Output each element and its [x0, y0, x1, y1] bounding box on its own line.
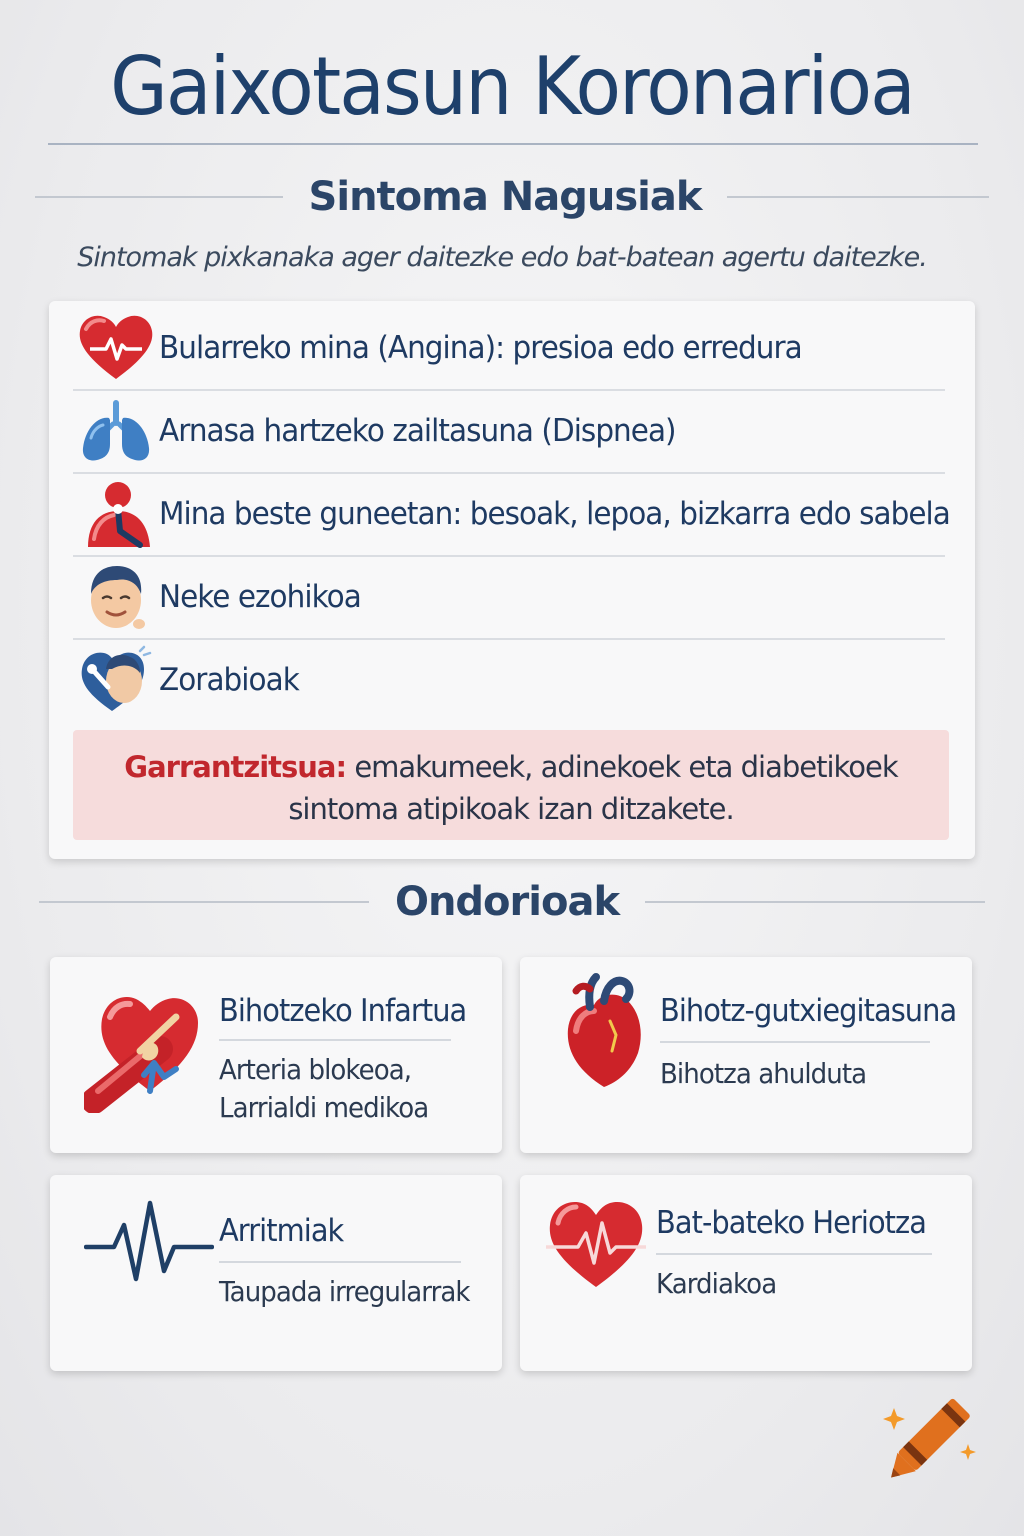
- ecg-wave-icon: [84, 1195, 214, 1295]
- list-item: [73, 390, 945, 474]
- heading-rule-left: [39, 901, 369, 903]
- effect-title: Arritmiak: [219, 1213, 344, 1249]
- effect-desc-line-1: Arteria blokeoa,: [219, 1053, 412, 1086]
- title-divider: [48, 143, 978, 145]
- effects-heading: Ondorioak: [394, 879, 620, 925]
- blocked-artery-heart-icon: [84, 973, 234, 1123]
- effect-card-arrhythmia: [50, 1175, 502, 1371]
- effect-desc: [660, 1055, 866, 1093]
- crayon-icon: [870, 1380, 990, 1500]
- dizzy-head-icon: [73, 642, 159, 718]
- heading-rule-right: [645, 901, 985, 903]
- heading-rule-left: [35, 196, 283, 198]
- symptoms-heading: Sintoma Nagusiak: [308, 174, 702, 220]
- effect-desc: [219, 1273, 470, 1311]
- list-item: [73, 556, 945, 640]
- effect-card-infarction: [50, 957, 502, 1153]
- effect-card-sudden-death: [520, 1175, 972, 1371]
- symptom-text: Bularreko mina (Angina): presioa edo erredura: [159, 330, 802, 366]
- page-title: Gaixotasun Koronarioa: [110, 40, 914, 133]
- effect-desc-line-1: Kardiakoa: [656, 1267, 777, 1300]
- heading-rule-right: [727, 196, 989, 198]
- symptom-text: Arnasa hartzeko zailtasuna (Dispnea): [159, 413, 676, 449]
- effect-desc: [656, 1265, 776, 1303]
- warning-line-2: sintoma atipikoak izan ditzakete.: [288, 792, 734, 826]
- tired-face-icon: [73, 559, 159, 635]
- symptom-text: Neke ezohikoa: [159, 579, 361, 615]
- symptoms-intro: Sintomak pixkanaka ager daitezke edo bat-batean agertu daitezke.: [77, 242, 927, 273]
- body-pain-icon: [73, 476, 159, 552]
- effect-title: Bihotzeko Infartua: [219, 993, 467, 1029]
- effect-desc-line-1: Bihotza ahulduta: [660, 1057, 867, 1090]
- list-item: [73, 639, 945, 721]
- symptoms-heading-row: [0, 174, 1024, 220]
- symptoms-card: [49, 301, 975, 859]
- effect-divider: [219, 1261, 461, 1263]
- symptom-text: Mina beste guneetan: besoak, lepoa, bizkarra edo sabela: [159, 496, 950, 532]
- effect-title: Bat-bateko Heriotza: [656, 1205, 926, 1241]
- effect-desc-line-1: Taupada irregularrak: [219, 1275, 470, 1308]
- effect-divider: [656, 1253, 932, 1255]
- heart-icon: [73, 310, 159, 386]
- list-item: [73, 473, 950, 557]
- effect-desc-line-2: Larrialdi medikoa: [219, 1091, 429, 1124]
- effect-card-heart-failure: [520, 957, 972, 1153]
- warning-box: [73, 730, 949, 840]
- lungs-icon: [73, 393, 159, 469]
- symptom-text: Zorabioak: [159, 662, 299, 698]
- heart-pulse-icon: [544, 1193, 648, 1293]
- effect-divider: [660, 1041, 930, 1043]
- warning-line-1: emakumeek, adinekoek eta diabetikoek: [354, 750, 898, 784]
- effect-title: Bihotz-gutxiegitasuna: [660, 993, 957, 1029]
- effect-divider: [219, 1039, 451, 1041]
- list-item: [73, 307, 945, 391]
- warning-label: Garrantzitsua:: [124, 750, 347, 784]
- effect-desc: [219, 1051, 428, 1127]
- effects-heading-row: [0, 879, 1024, 925]
